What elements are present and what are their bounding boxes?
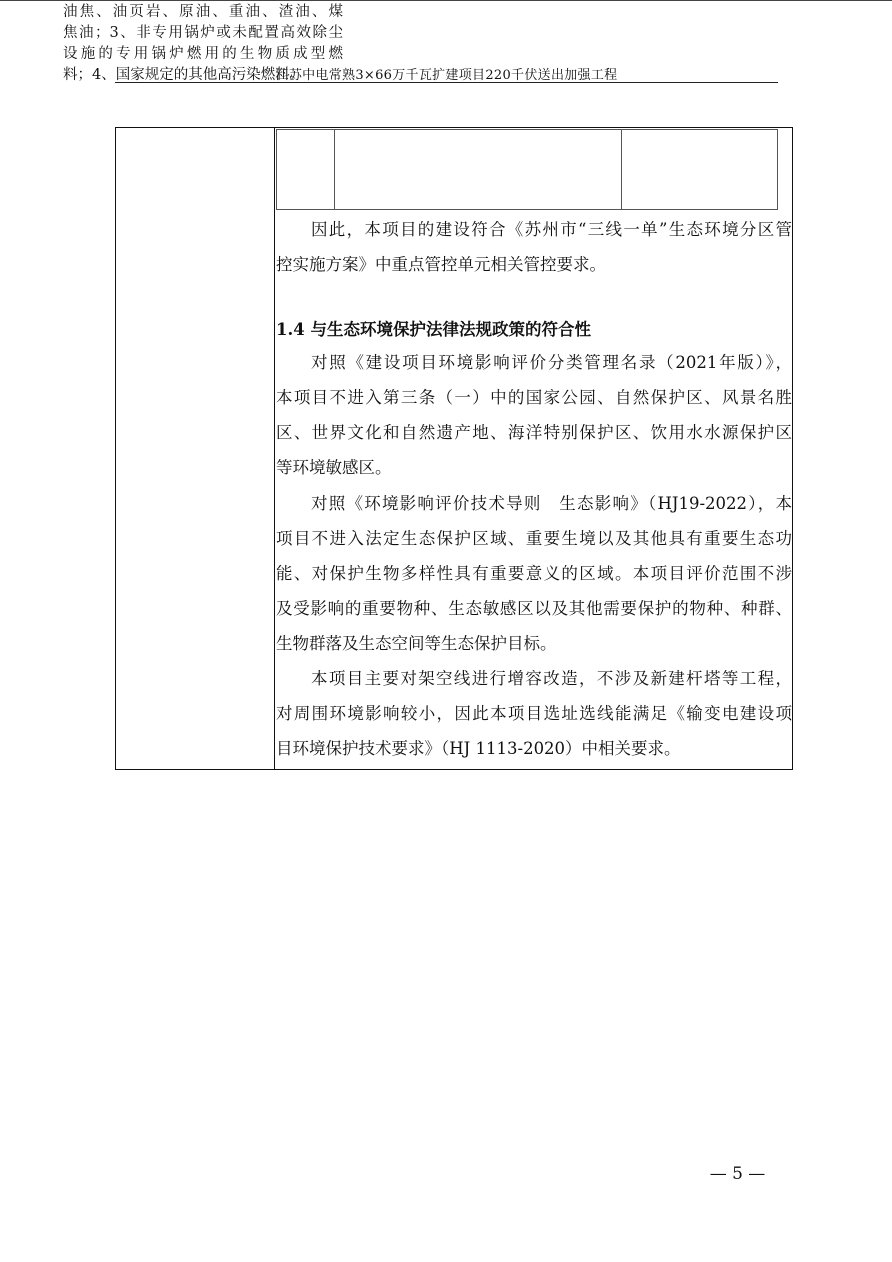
nested-line: 设施的专用锅炉燃用的生物质成型燃 <box>63 46 343 62</box>
nested-table-cell-text <box>63 2 343 86</box>
text-line: 因此，本项目的建设符合《苏州市“三线一单”生态环境分区管 <box>311 220 792 239</box>
section-heading: 1.4 与生态环境保护法律法规政策的符合性 <box>276 320 591 339</box>
nested-line: 油焦、油页岩、原油、重油、渣油、煤 <box>63 4 343 20</box>
text-line: 对周围环境影响较小，因此本项目选址选线能满足《输变电建设项 <box>276 704 792 723</box>
text-line: 区、世界文化和自然遗产地、海洋特别保护区、饮用水水源保护区 <box>276 423 792 442</box>
table-column-divider <box>274 128 275 769</box>
text-line: 生物群落及生态空间等生态保护目标。 <box>276 634 557 653</box>
text-line: 能、对保护生物多样性具有重要意义的区域。本项目评价范围不涉 <box>276 564 792 583</box>
paragraph-siting <box>276 661 792 766</box>
text-line: 控实施方案》中重点管控单元相关管控要求。 <box>276 255 606 274</box>
nested-line: 焦油；3、非专用锅炉或未配置高效除尘 <box>63 25 343 41</box>
nested-table-divider-left <box>334 130 335 209</box>
nested-table-divider-right <box>621 130 622 209</box>
page-header: 江苏中电常熟3×66万千瓦扩建项目220千伏送出加强工程 <box>275 68 618 83</box>
text-line: 等环境敏感区。 <box>276 458 392 477</box>
nested-table <box>276 129 778 210</box>
conclusion-paragraph <box>276 212 792 282</box>
text-line: 对照《建设项目环境影响评价分类管理名录（2021年版）》， <box>311 353 792 372</box>
text-line: 及受影响的重要物种、生态敏感区以及其他需要保护的物种、种群、 <box>276 599 792 618</box>
nested-line: 料；4、国家规定的其他高污染燃料。 <box>63 67 305 83</box>
top-border <box>0 0 892 1</box>
text-line: 本项目主要对架空线进行增容改造，不涉及新建杆塔等工程， <box>311 669 792 688</box>
paragraph-ecology <box>276 486 792 661</box>
text-line: 本项目不进入第三条（一）中的国家公园、自然保护区、风景名胜 <box>276 388 792 407</box>
text-line: 对照《环境影响评价技术导则 生态影响》（HJ19-2022），本 <box>311 494 792 513</box>
page-number: — 5 — <box>709 1164 766 1184</box>
paragraph-classification <box>276 345 792 485</box>
text-line: 目环境保护技术要求》（HJ 1113-2020）中相关要求。 <box>276 739 681 758</box>
text-line: 项目不进入法定生态保护区域、重要生境以及其他具有重要生态功 <box>276 529 792 548</box>
